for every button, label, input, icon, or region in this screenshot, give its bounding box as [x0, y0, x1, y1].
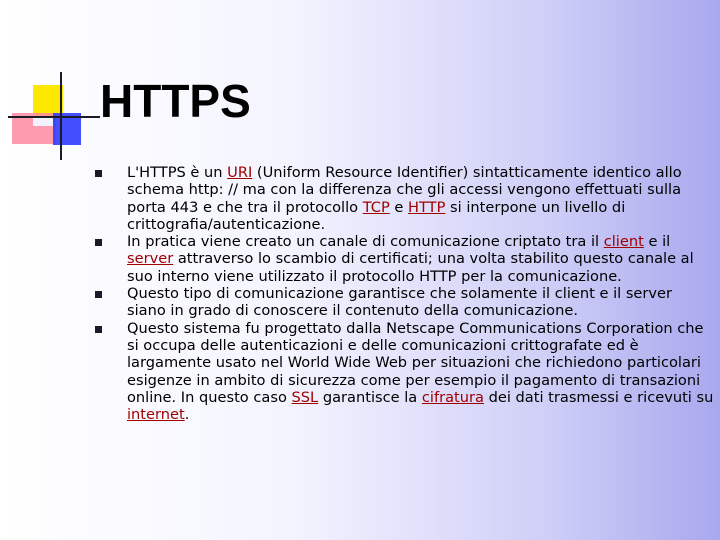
- hyperlink-client[interactable]: client: [603, 233, 644, 251]
- hyperlink-internet[interactable]: internet: [127, 406, 185, 424]
- hyperlink-tcp[interactable]: TCP: [362, 198, 390, 216]
- bullet-text: dei dati trasmessi e ricevuti su: [483, 388, 714, 406]
- bullet-item: [95, 320, 715, 424]
- bullet-list: [95, 164, 715, 423]
- bullet-text: In pratica viene creato un canale di comunicazione criptato tra il: [127, 233, 604, 251]
- horizontal-line-decoration: [8, 116, 100, 118]
- bullet-text: attraverso lo scambio di certificati; una volta stabilito questo canale al suo interno viene utilizzato il protocollo HTTP per la comunicazione.: [127, 250, 694, 285]
- bullet-item: [95, 285, 715, 320]
- white-square-decoration: [33, 118, 53, 126]
- bullet-text: (Uniform Resource Identifier) sintatticamente identico allo schema http: // ma con la differenza che gli accessi vengono effettuati sulla porta 443 e che tra il protocollo: [127, 164, 682, 216]
- bullet-text: Questo tipo di comunicazione garantisce che solamente il client e il server siano in grado di conoscere il contenuto della comunicazione.: [127, 285, 673, 320]
- slide-title: HTTPS: [100, 75, 251, 127]
- bullet-text: Questo sistema fu progettato dalla Netscape Communications Corporation che si occupa delle autenticazioni e delle comunicazioni crittografate ed è largamente usato nel World Wide Web per situazioni che richiedono particolari esigenze in ambito di sicurezza come per esempio il pagamento di transazioni online. In questo caso: [127, 319, 704, 406]
- hyperlink-server[interactable]: server: [127, 250, 174, 268]
- bullet-text: L'HTTPS è un: [127, 164, 228, 181]
- bullet-text: e il: [643, 233, 671, 251]
- title-decoration: [0, 0, 90, 170]
- square-bullet-icon: [95, 291, 102, 298]
- hyperlink-cifratura[interactable]: cifratura: [421, 388, 484, 406]
- bullet-text: garantisce la: [318, 388, 422, 406]
- hyperlink-ssl[interactable]: SSL: [291, 388, 319, 406]
- bullet-item: [95, 164, 715, 233]
- square-bullet-icon: [95, 170, 102, 177]
- square-bullet-icon: [95, 326, 102, 333]
- hyperlink-http[interactable]: HTTP: [408, 198, 446, 216]
- bullet-text: .: [184, 406, 190, 424]
- bullet-text: e: [389, 198, 409, 216]
- bullet-text: si interpone un livello di crittografia/autenticazione.: [127, 198, 626, 233]
- hyperlink-uri[interactable]: URI: [227, 164, 253, 181]
- square-bullet-icon: [95, 239, 102, 246]
- bullet-item: [95, 233, 715, 285]
